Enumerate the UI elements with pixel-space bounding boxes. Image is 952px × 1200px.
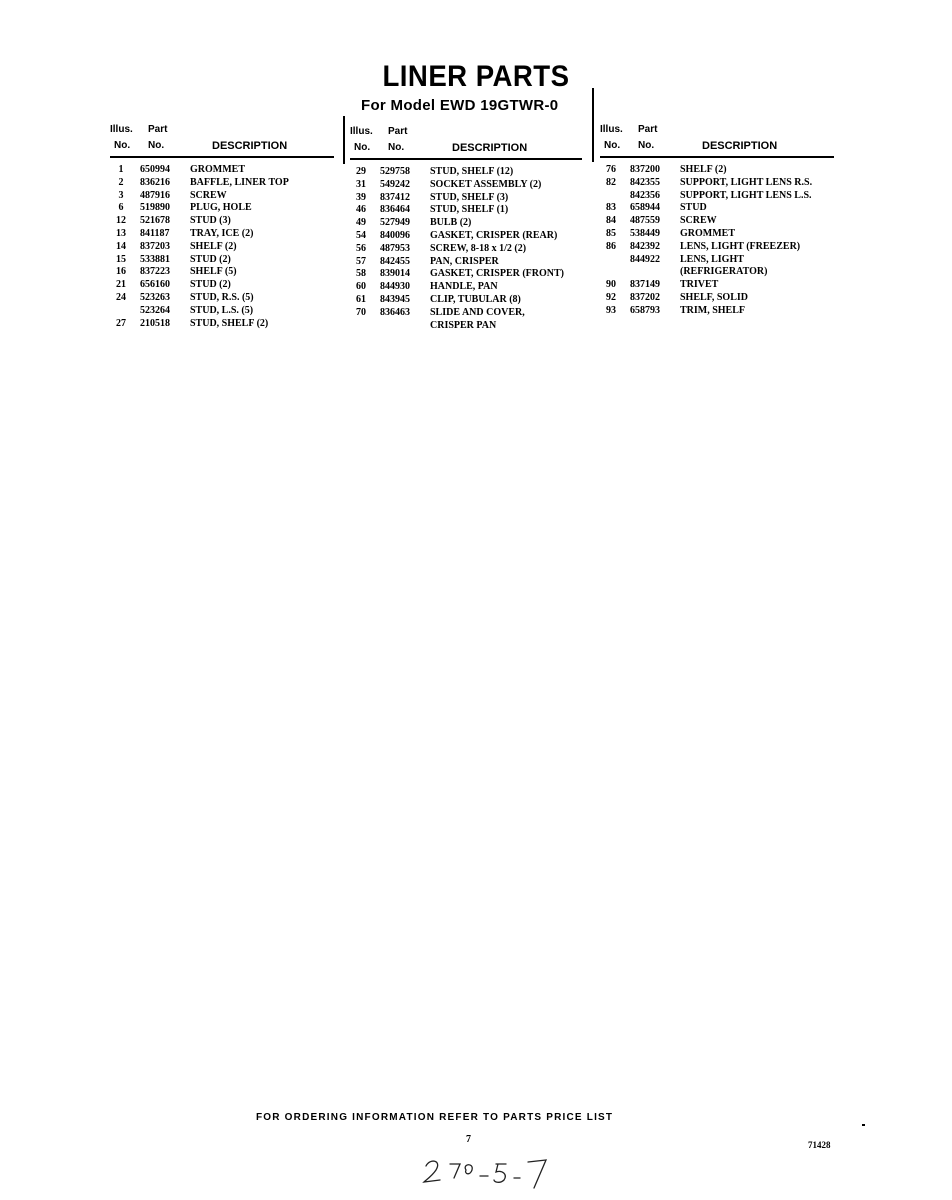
table-row	[110, 164, 350, 177]
part-no: 487953	[380, 242, 410, 254]
part-description: STUD (3)	[190, 215, 231, 227]
illus-no: 90	[606, 279, 616, 291]
table-row	[110, 318, 350, 331]
table-row	[110, 202, 350, 215]
part-description: STUD, SHELF (1)	[430, 204, 509, 216]
part-description: TRIM, SHELF	[680, 304, 746, 316]
header-part: Part	[388, 126, 408, 137]
part-no: 843945	[380, 293, 410, 305]
column-divider-2	[592, 88, 594, 162]
header-description: DESCRIPTION	[452, 142, 528, 154]
header-description: DESCRIPTION	[702, 140, 778, 152]
part-description: PAN, CRISPER	[430, 255, 499, 267]
header-part-no: No.	[388, 142, 405, 153]
part-description: SHELF (2)	[190, 240, 237, 252]
table-row	[600, 164, 840, 177]
part-no: 656160	[140, 279, 170, 291]
part-no: 538449	[630, 227, 660, 239]
table-row	[600, 202, 840, 215]
part-description: SHELF, SOLID	[680, 291, 748, 303]
header-illus-no: No.	[354, 142, 371, 153]
part-no: 533881	[140, 253, 170, 265]
part-no: 836464	[380, 204, 410, 216]
illus-no: 93	[606, 304, 616, 316]
part-description: TRAY, ICE (2)	[190, 227, 254, 239]
part-no: 523264	[140, 304, 170, 316]
illus-no: 60	[356, 281, 366, 293]
part-no: 549242	[380, 178, 410, 190]
part-no: 840096	[380, 229, 410, 241]
part-description: HANDLE, PAN	[430, 281, 498, 293]
table-row	[110, 266, 350, 279]
illus-no: 92	[606, 291, 616, 303]
illus-no: 58	[356, 268, 366, 280]
part-no: 836216	[140, 176, 170, 188]
part-description: GASKET, CRISPER (FRONT)	[430, 268, 564, 280]
part-description: CRISPER PAN	[430, 319, 497, 331]
part-description: SCREW	[680, 215, 717, 227]
part-no: 519890	[140, 202, 170, 214]
part-description: STUD	[680, 202, 707, 214]
part-description: SCREW	[190, 189, 227, 201]
table-row	[110, 215, 350, 228]
part-no: 527949	[380, 217, 410, 229]
part-no: 521678	[140, 215, 170, 227]
part-description: SUPPORT, LIGHT LENS R.S.	[680, 176, 813, 188]
part-no: 837223	[140, 266, 170, 278]
header-description: DESCRIPTION	[212, 140, 288, 152]
parts-list	[110, 164, 350, 330]
header-illus-no: No.	[604, 140, 621, 151]
column-header	[600, 118, 834, 158]
part-no: 487916	[140, 189, 170, 201]
part-description: STUD, SHELF (2)	[190, 317, 269, 329]
illus-no: 16	[116, 266, 126, 278]
table-row	[110, 241, 350, 254]
part-description: (REFRIGERATOR)	[680, 266, 768, 278]
table-row	[600, 292, 840, 305]
part-description: SOCKET ASSEMBLY (2)	[430, 178, 542, 190]
illus-no: 6	[118, 202, 124, 214]
ordering-info-footer: FOR ORDERING INFORMATION REFER TO PARTS PRICE LIST	[256, 1112, 614, 1123]
part-no: 842356	[630, 189, 660, 201]
table-row	[110, 190, 350, 203]
header-part: Part	[638, 124, 658, 135]
part-no: 837202	[630, 291, 660, 303]
table-row	[110, 292, 350, 305]
column-header	[110, 118, 334, 158]
illus-no: 57	[356, 255, 366, 267]
part-no: 658944	[630, 202, 660, 214]
illus-no: 70	[356, 306, 366, 318]
illus-no: 46	[356, 204, 366, 216]
parts-column-3	[600, 118, 840, 318]
part-no: 658793	[630, 304, 660, 316]
table-row	[600, 190, 840, 203]
stray-mark	[862, 1124, 865, 1126]
part-description: SCREW, 8-18 x 1/2 (2)	[430, 242, 527, 254]
table-row	[350, 179, 590, 192]
table-row	[600, 215, 840, 228]
header-part-no: No.	[638, 140, 655, 151]
table-row	[350, 230, 590, 243]
part-no: 487559	[630, 215, 660, 227]
illus-no: 1	[118, 164, 124, 175]
part-no: 650994	[140, 164, 170, 175]
table-row	[350, 268, 590, 281]
table-row	[110, 254, 350, 267]
part-description: PLUG, HOLE	[190, 202, 252, 214]
table-row	[600, 305, 840, 318]
illus-no: 54	[356, 229, 366, 241]
header-illus: Illus.	[600, 124, 623, 135]
illus-no: 76	[606, 164, 616, 175]
part-description: STUD (2)	[190, 279, 231, 291]
table-row	[110, 177, 350, 190]
header-illus: Illus.	[110, 124, 133, 135]
part-no: 837412	[380, 191, 410, 203]
table-row	[350, 204, 590, 217]
table-row	[350, 217, 590, 230]
illus-no: 49	[356, 217, 366, 229]
table-row	[110, 228, 350, 241]
part-description: STUD, R.S. (5)	[190, 291, 254, 303]
illus-no: 85	[606, 227, 616, 239]
part-no: 841187	[140, 227, 170, 239]
table-row	[350, 307, 590, 320]
part-description: GROMMET	[680, 227, 735, 239]
part-no: 529758	[380, 166, 410, 177]
header-illus: Illus.	[350, 126, 373, 137]
parts-column-2	[350, 120, 590, 332]
table-row	[350, 166, 590, 179]
part-description: STUD (2)	[190, 253, 231, 265]
table-row	[600, 254, 840, 267]
document-number: 71428	[808, 1140, 831, 1150]
table-row	[350, 294, 590, 307]
part-description: CLIP, TUBULAR (8)	[430, 293, 521, 305]
part-description: LENS, LIGHT (FREEZER)	[680, 240, 801, 252]
illus-no: 27	[116, 317, 126, 329]
table-row	[350, 192, 590, 205]
illus-no: 21	[116, 279, 126, 291]
parts-list	[600, 164, 840, 318]
table-row	[600, 279, 840, 292]
part-no: 837149	[630, 279, 660, 291]
table-row	[350, 243, 590, 256]
handwritten-note	[420, 1152, 560, 1192]
part-description: STUD, SHELF (3)	[430, 191, 509, 203]
illus-no: 15	[116, 253, 126, 265]
part-description: STUD, L.S. (5)	[190, 304, 254, 316]
part-description: GASKET, CRISPER (REAR)	[430, 229, 558, 241]
column-header	[350, 120, 582, 160]
part-description: STUD, SHELF (12)	[430, 166, 514, 177]
illus-no: 24	[116, 291, 126, 303]
parts-list	[350, 166, 590, 332]
table-row	[350, 281, 590, 294]
part-description: SHELF (5)	[190, 266, 237, 278]
part-description: SLIDE AND COVER,	[430, 306, 525, 318]
part-no: 210518	[140, 317, 170, 329]
part-no: 836463	[380, 306, 410, 318]
table-row	[350, 256, 590, 269]
illus-no: 39	[356, 191, 366, 203]
illus-no: 56	[356, 242, 366, 254]
illus-no: 3	[118, 189, 124, 201]
illus-no: 82	[606, 176, 616, 188]
header-part-no: No.	[148, 140, 165, 151]
part-no: 842355	[630, 176, 660, 188]
page-title: LINER PARTS	[382, 60, 570, 93]
illus-no: 86	[606, 240, 616, 252]
header-illus-no: No.	[114, 140, 131, 151]
table-row	[600, 228, 840, 241]
table-row	[110, 279, 350, 292]
header-part: Part	[148, 124, 168, 135]
part-no: 842455	[380, 255, 410, 267]
part-description: GROMMET	[190, 164, 245, 175]
illus-no: 61	[356, 293, 366, 305]
part-no: 844922	[630, 253, 660, 265]
illus-no: 12	[116, 215, 126, 227]
part-no: 837203	[140, 240, 170, 252]
table-row	[350, 320, 590, 333]
illus-no: 13	[116, 227, 126, 239]
part-no: 844930	[380, 281, 410, 293]
part-description: TRIVET	[680, 279, 719, 291]
part-no: 842392	[630, 240, 660, 252]
page-number: 7	[466, 1134, 471, 1145]
table-row	[600, 241, 840, 254]
illus-no: 2	[118, 176, 124, 188]
parts-column-1	[110, 118, 350, 330]
part-no: 839014	[380, 268, 410, 280]
illus-no: 84	[606, 215, 616, 227]
table-row	[600, 177, 840, 190]
table-row	[600, 266, 840, 279]
part-no: 837200	[630, 164, 660, 175]
table-row	[110, 305, 350, 318]
part-description: SHELF (2)	[680, 164, 727, 175]
illus-no: 31	[356, 178, 366, 190]
part-description: SUPPORT, LIGHT LENS L.S.	[680, 189, 812, 201]
part-description: BULB (2)	[430, 217, 472, 229]
part-no: 523263	[140, 291, 170, 303]
model-subtitle: For Model EWD 19GTWR-0	[361, 97, 559, 114]
illus-no: 83	[606, 202, 616, 214]
part-description: BAFFLE, LINER TOP	[190, 176, 289, 188]
part-description: LENS, LIGHT	[680, 253, 744, 265]
illus-no: 14	[116, 240, 126, 252]
illus-no: 29	[356, 166, 366, 177]
